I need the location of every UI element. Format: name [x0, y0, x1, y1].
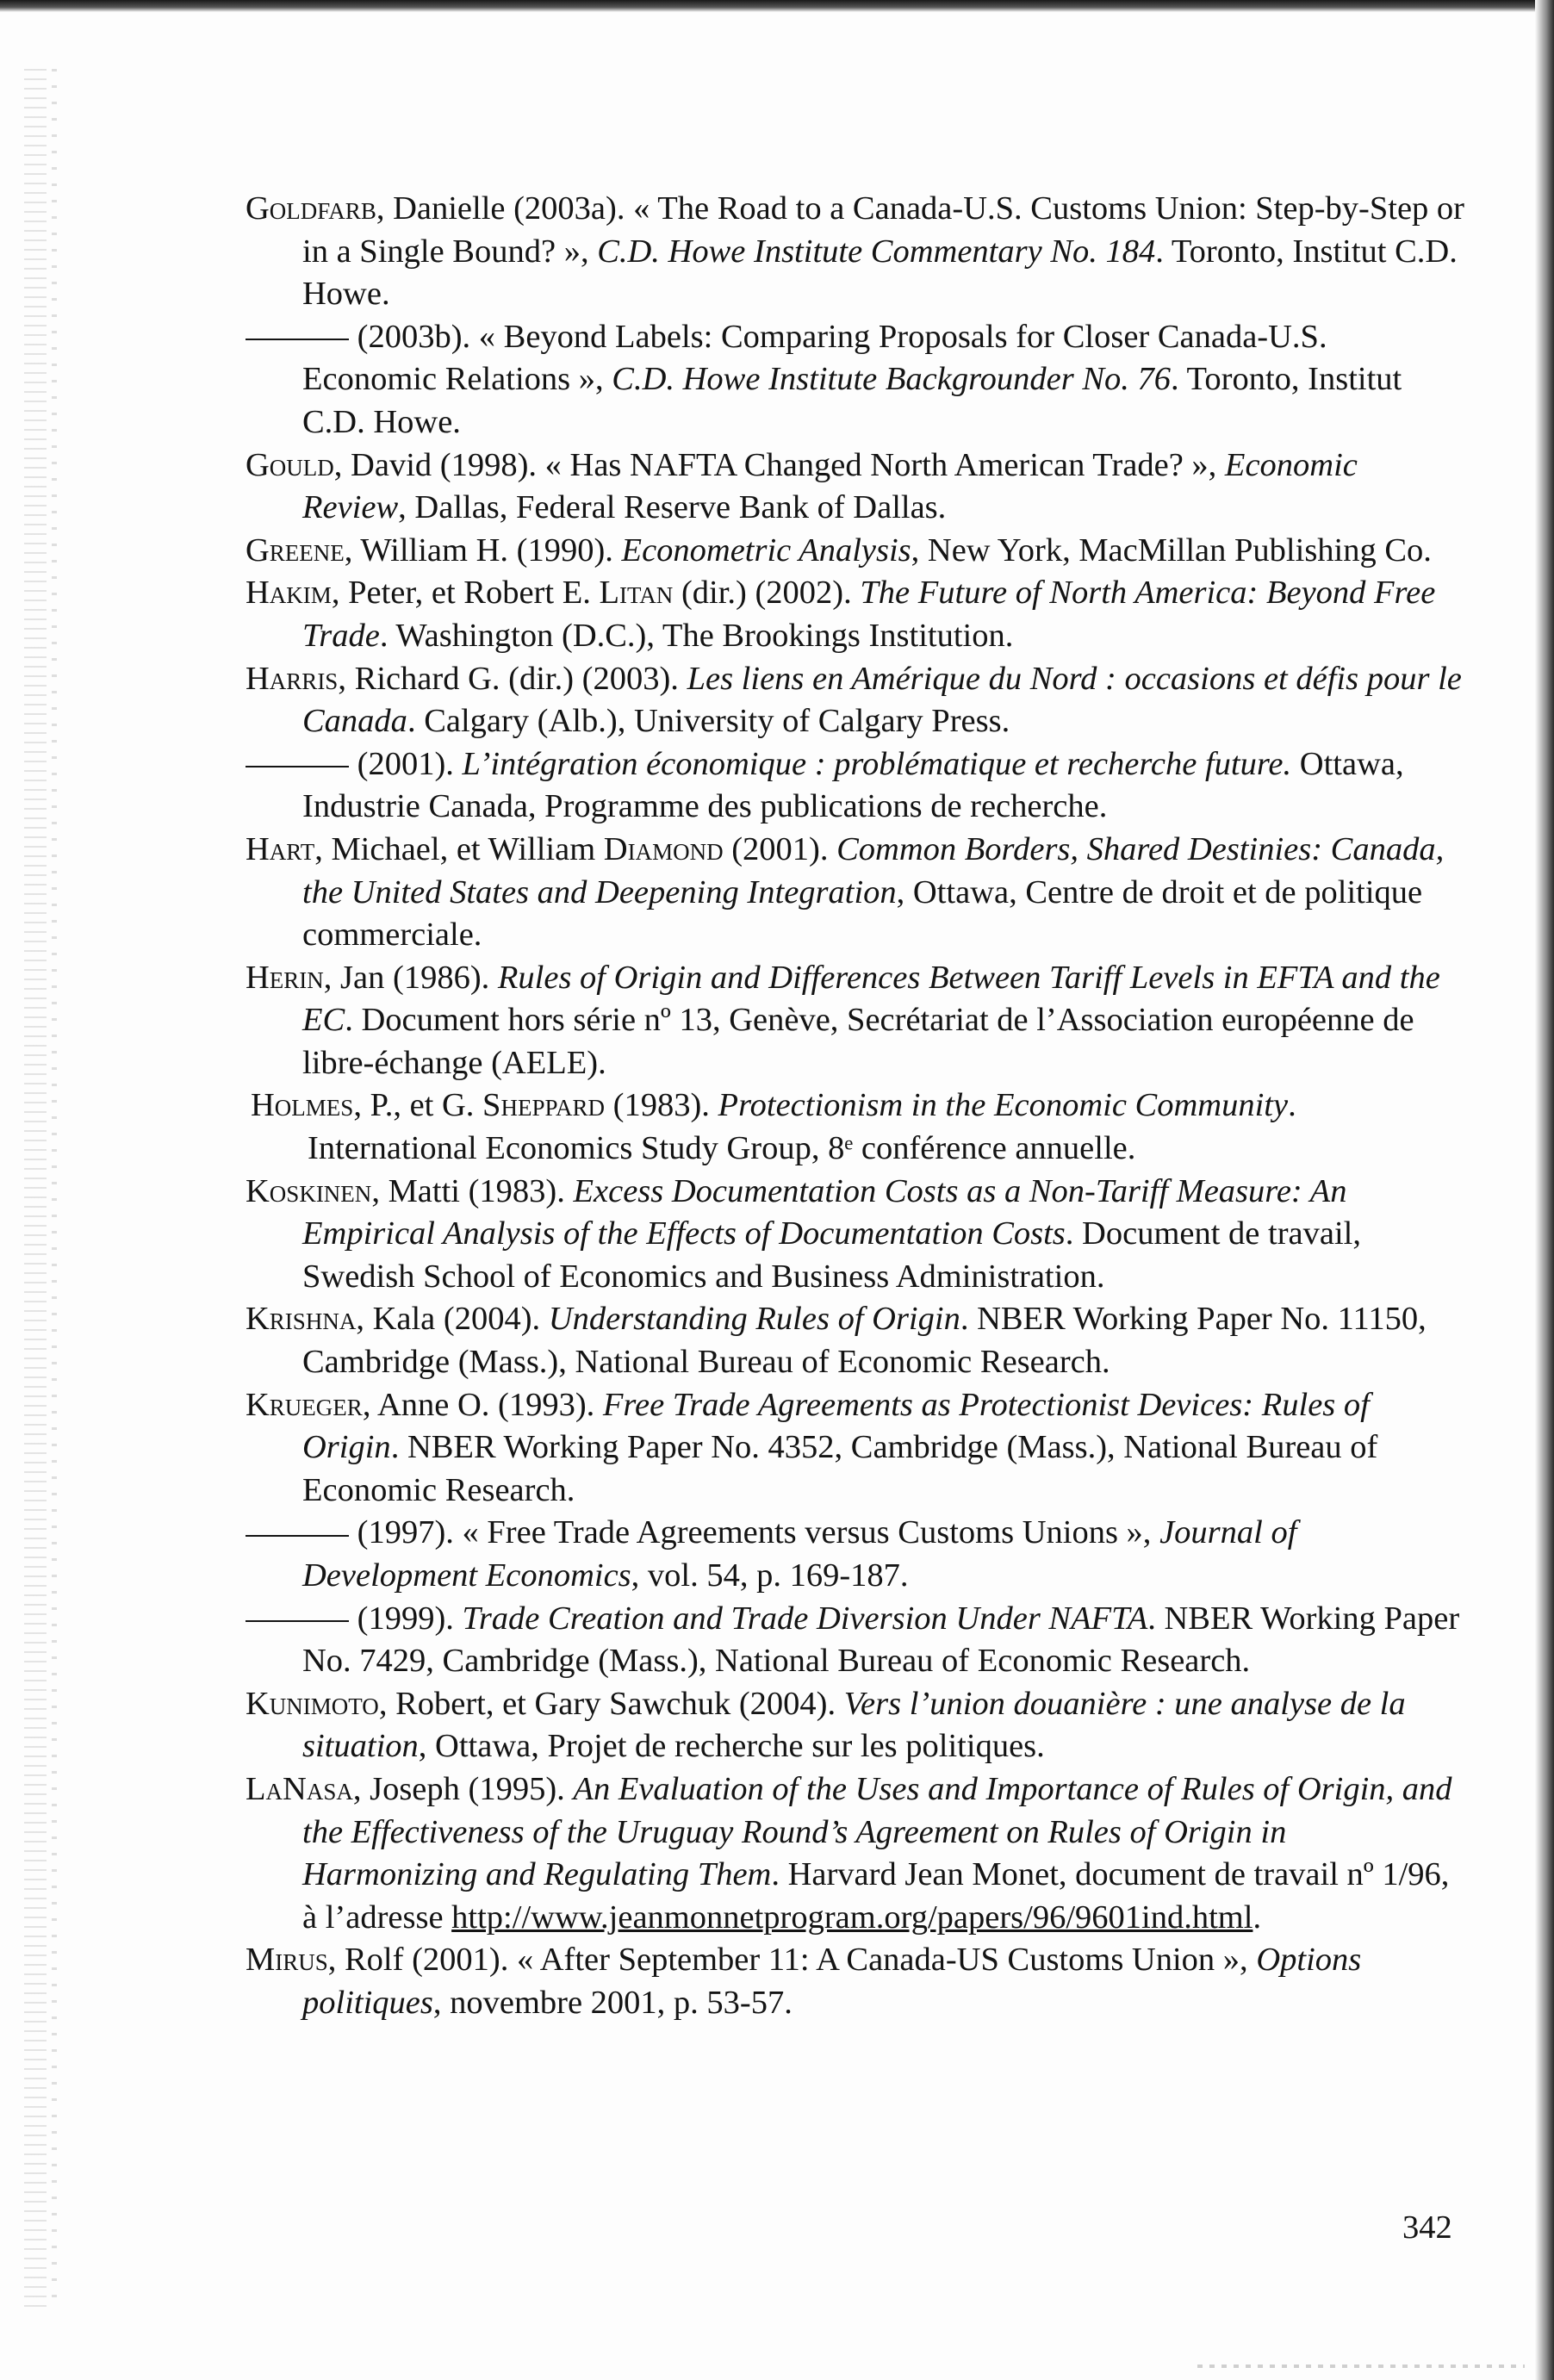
page-number: 342 [1402, 2209, 1452, 2246]
reference-author: Krishna [246, 1301, 357, 1338]
reference-details: , Joseph (1995). [352, 1770, 574, 1807]
reference-coauthor: Litan [599, 575, 674, 612]
reference-title: Econometric Analysis [621, 531, 911, 569]
reference-publisher: , Dallas, Federal Reserve Bank of Dallas. [398, 489, 947, 526]
reference-entry [246, 957, 1469, 1085]
reference-title: C.D. Howe Institute Commentary No. 184 [597, 233, 1156, 270]
reference-details: , Michael, et William [314, 830, 604, 867]
reference-entry [246, 658, 1469, 743]
reference-entry [246, 1512, 1469, 1597]
reference-publisher: . NBER Working Paper No. 11150, Cambridge (Mass.), National Bureau of Economic Research. [302, 1301, 1427, 1381]
reference-publisher: Ottawa, Industrie Canada, Programme des publications de recherche. [302, 745, 1404, 825]
reference-author: Koskinen [246, 1172, 372, 1209]
reference-title: Trade Creation and Trade Diversion Under NAFTA [462, 1600, 1148, 1637]
reference-details: (1999). [349, 1600, 463, 1637]
reference-author: Krueger [246, 1386, 363, 1423]
reference-entry [246, 1939, 1469, 2024]
reference-author: Greene [246, 531, 345, 569]
reference-entry [246, 829, 1469, 957]
reference-entry [246, 530, 1469, 573]
reference-title: L’intégration économique : problématique et recherche future. [462, 745, 1292, 782]
reference-author: Hart [246, 830, 315, 867]
scan-edge-top [0, 0, 1554, 12]
reference-details: , Robert, et Gary Sawchuk (2004). [378, 1685, 844, 1722]
reference-details: , P., et G. [353, 1087, 483, 1124]
reference-details: , Anne O. (1993). [362, 1386, 603, 1423]
same-author-rule [246, 766, 349, 767]
reference-details: , David (1998). « Has NAFTA Changed North American Trade? », [333, 446, 1225, 483]
reference-entry [246, 188, 1469, 316]
scan-noise-bottom [1197, 2364, 1525, 2368]
same-author-rule [246, 1620, 349, 1622]
reference-entry [246, 1768, 1469, 1939]
reference-entry [246, 1171, 1469, 1299]
reference-author: LaNasa [246, 1770, 353, 1807]
reference-publisher: , vol. 54, p. 169-187. [631, 1557, 909, 1594]
reference-details: , Richard G. (dir.) (2003). [338, 660, 687, 697]
reference-details: , Peter, et Robert E. [331, 575, 600, 612]
bibliography-list [246, 188, 1469, 2025]
reference-publisher: . Calgary (Alb.), University of Calgary Press. [407, 703, 1010, 740]
reference-publisher: , New York, MacMillan Publishing Co. [911, 531, 1432, 569]
reference-title: Options politiques [302, 1942, 1362, 2021]
reference-publisher: . Document hors série nº 13, Genève, Secrétariat de l’Association européenne de libre-échange (AELE). [302, 1002, 1414, 1081]
reference-coauthor: Diamond [603, 830, 724, 867]
reference-details: (1997). « Free Trade Agreements versus Customs Unions », [349, 1514, 1160, 1551]
reference-details: (2001). [349, 745, 463, 782]
reference-author: Gould [246, 446, 334, 483]
reference-details: , Rolf (2001). « After September 11: A Canada-US Customs Union », [327, 1942, 1257, 1979]
reference-details: , William H. (1990). [344, 531, 622, 569]
reference-author: Mirus [246, 1942, 328, 1979]
reference-entry [246, 444, 1469, 530]
reference-details: , Jan (1986). [323, 959, 498, 996]
reference-details: , Matti (1983). [371, 1172, 574, 1209]
reference-title: Economic Review [302, 446, 1358, 526]
scan-noise-left [24, 69, 47, 2309]
reference-publisher: . International Economics Study Group, 8ᵉ conférence annuelle. [308, 1087, 1296, 1167]
reference-details: , Danielle (2003a). « The Road to a Canada-U.S. Customs Union: Step-by-Step or in a Single Bound? », [302, 190, 1464, 270]
reference-publisher: . Document de travail, Swedish School of Economics and Business Administration. [302, 1215, 1361, 1295]
reference-author: Kunimoto [246, 1685, 379, 1722]
reference-author: Harris [246, 660, 339, 697]
reference-details-2: (1983). [605, 1087, 718, 1124]
same-author-rule [246, 1535, 349, 1537]
reference-title: Free Trade Agreements as Protectionist Devices: Rules of Origin [302, 1386, 1370, 1466]
reference-publisher: . Toronto, Institut C.D. Howe. [302, 361, 1402, 440]
reference-url-link[interactable]: http://www.jeanmonnetprogram.org/papers/96/9601ind.html [451, 1898, 1253, 1936]
reference-entry [246, 1683, 1469, 1768]
reference-author: Goldfarb [246, 190, 376, 227]
reference-publisher: . Washington (D.C.), The Brookings Institution. [379, 617, 1014, 654]
reference-publisher: . NBER Working Paper No. 4352, Cambridge (Mass.), National Bureau of Economic Research. [302, 1429, 1378, 1508]
reference-details: , Kala (2004). [356, 1301, 549, 1338]
reference-publisher: . Toronto, Institut C.D. Howe. [302, 233, 1458, 313]
reference-tail: . [1253, 1898, 1262, 1936]
reference-publisher: , Ottawa, Projet de recherche sur les politiques. [418, 1728, 1045, 1765]
reference-entry [246, 743, 1469, 829]
reference-title: Rules of Origin and Differences Between Tariff Levels in EFTA and the EC [302, 959, 1440, 1039]
scan-noise-left-2 [52, 69, 57, 2309]
reference-coauthor: Sheppard [482, 1087, 606, 1124]
reference-title: Understanding Rules of Origin [548, 1301, 960, 1338]
reference-details-2: (dir.) (2002). [673, 575, 861, 612]
reference-author: Holmes [251, 1087, 354, 1124]
reference-entry [246, 1298, 1469, 1383]
reference-title: C.D. Howe Institute Backgrounder No. 76 [612, 361, 1171, 398]
reference-title: Protectionism in the Economic Community [718, 1087, 1289, 1124]
reference-title: An Evaluation of the Uses and Importance of Rules of Origin, and the Effectiveness of the Uruguay Round’s Agreement on Rules of Origin in Harmonizing and Regulating Them [302, 1770, 1452, 1893]
reference-details: (2003b). « Beyond Labels: Comparing Proposals for Closer Canada-U.S. Economic Relations », [302, 318, 1327, 398]
reference-publisher: . NBER Working Paper No. 7429, Cambridge (Mass.), National Bureau of Economic Research. [302, 1600, 1460, 1680]
reference-title: Common Borders, Shared Destinies: Canada, the United States and Deepening Integration [302, 830, 1445, 910]
same-author-rule [246, 339, 349, 340]
reference-author: Herin [246, 959, 324, 996]
reference-title: Les liens en Amérique du Nord : occasions et défis pour le Canada [302, 660, 1462, 740]
reference-entry [246, 1598, 1469, 1683]
scan-edge-right [1535, 0, 1554, 2380]
reference-entry [246, 1384, 1469, 1513]
reference-title: The Future of North America: Beyond Free Trade [302, 575, 1436, 654]
reference-entry [246, 572, 1469, 657]
reference-title: Excess Documentation Costs as a Non-Tariff Measure: An Empirical Analysis of the Effects of Documentation Costs [302, 1172, 1347, 1252]
reference-author: Hakim [246, 575, 332, 612]
reference-entry [246, 316, 1469, 444]
reference-publisher: , novembre 2001, p. 53-57. [432, 1984, 793, 2021]
reference-publisher: . Harvard Jean Monet, document de travail nº 1/96, à l’adresse [302, 1856, 1450, 1936]
reference-details-2: (2001). [723, 830, 837, 867]
reference-title: Vers l’union douanière : une analyse de la situation [302, 1685, 1406, 1765]
reference-title: Journal of Development Economics [302, 1514, 1297, 1594]
reference-publisher: , Ottawa, Centre de droit et de politique commerciale. [302, 873, 1423, 954]
reference-entry [251, 1084, 1469, 1170]
